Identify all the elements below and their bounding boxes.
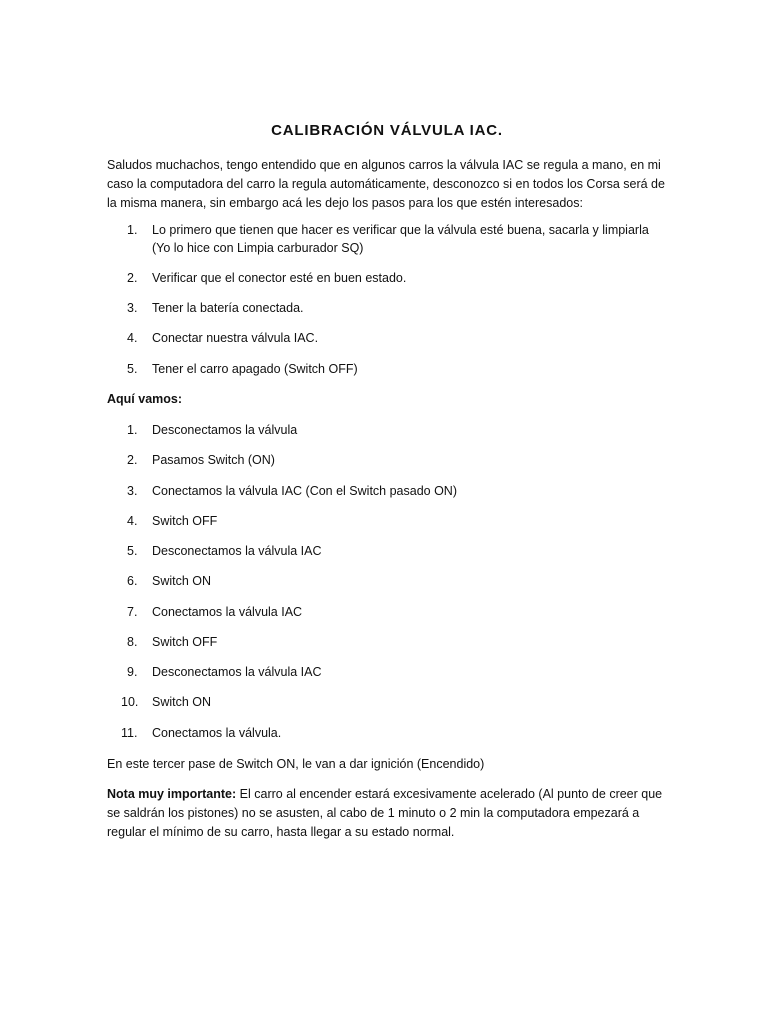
list-text: Lo primero que tienen que hacer es verificar que la válvula esté buena, sacarla y limpiarla (Yo lo hice con Limpia carburador SQ) <box>152 223 649 255</box>
list-text: Desconectamos la válvula IAC <box>152 665 322 679</box>
list-text: Pasamos Switch (ON) <box>152 453 275 467</box>
list-text: Conectamos la válvula IAC <box>152 605 303 619</box>
list-number: 4. <box>127 331 138 345</box>
list-number: 9. <box>127 665 138 679</box>
note-paragraph <box>107 785 667 842</box>
list-text: Conectamos la válvula IAC (Con el Switch pasado ON) <box>152 484 457 498</box>
list-number: 2. <box>127 453 138 467</box>
list-number: 2. <box>127 271 138 285</box>
list-text: Desconectamos la válvula <box>152 423 298 437</box>
list-text: Switch OFF <box>152 635 218 649</box>
list-number: 5. <box>127 362 138 376</box>
list-text: Tener la batería conectada. <box>152 301 304 315</box>
list-text: Switch ON <box>152 574 212 588</box>
list-number: 5. <box>127 544 138 558</box>
list-number: 1. <box>127 423 138 437</box>
list-number: 8. <box>127 635 138 649</box>
list-number: 6. <box>127 574 138 588</box>
list-text: Switch OFF <box>152 514 218 528</box>
list-text: Switch ON <box>152 695 212 709</box>
note-label: Nota muy importante: <box>107 787 237 801</box>
list-number: 10. <box>121 695 139 709</box>
list-number: 4. <box>127 514 138 528</box>
after-paragraph: En este tercer pase de Switch ON, le van a dar ignición (Encendido) <box>107 757 485 771</box>
list-text: Tener el carro apagado (Switch OFF) <box>152 362 358 376</box>
list-text: Verificar que el conector esté en buen estado. <box>152 271 407 285</box>
list-number: 3. <box>127 301 138 315</box>
intro-paragraph: Saludos muchachos, tengo entendido que en algunos carros la válvula IAC se regula a mano, en mi caso la computadora del carro la regula automáticamente, desconozco si en todos los Corsa será de la misma manera, sin embargo acá les dejo los pasos para los que estén interesados: <box>107 158 665 210</box>
list-number: 1. <box>127 223 138 237</box>
list-text: Conectar nuestra válvula IAC. <box>152 331 319 345</box>
section-label: Aquí vamos: <box>107 392 183 406</box>
list-number: 3. <box>127 484 138 498</box>
note-text: El carro al encender estará excesivamente acelerado (Al punto de creer que se saldrán los pistones) no se asusten, al cabo de 1 minuto o 2 min la computadora empezará a regular el mínimo de su carro, hasta llegar a su estado normal. <box>107 787 663 839</box>
page-title: CALIBRACIÓN VÁLVULA IAC. <box>271 122 503 139</box>
list-text: Conectamos la válvula. <box>152 726 282 740</box>
list-text: Desconectamos la válvula IAC <box>152 544 322 558</box>
list-number: 7. <box>127 605 138 619</box>
list-number: 11. <box>121 726 138 740</box>
